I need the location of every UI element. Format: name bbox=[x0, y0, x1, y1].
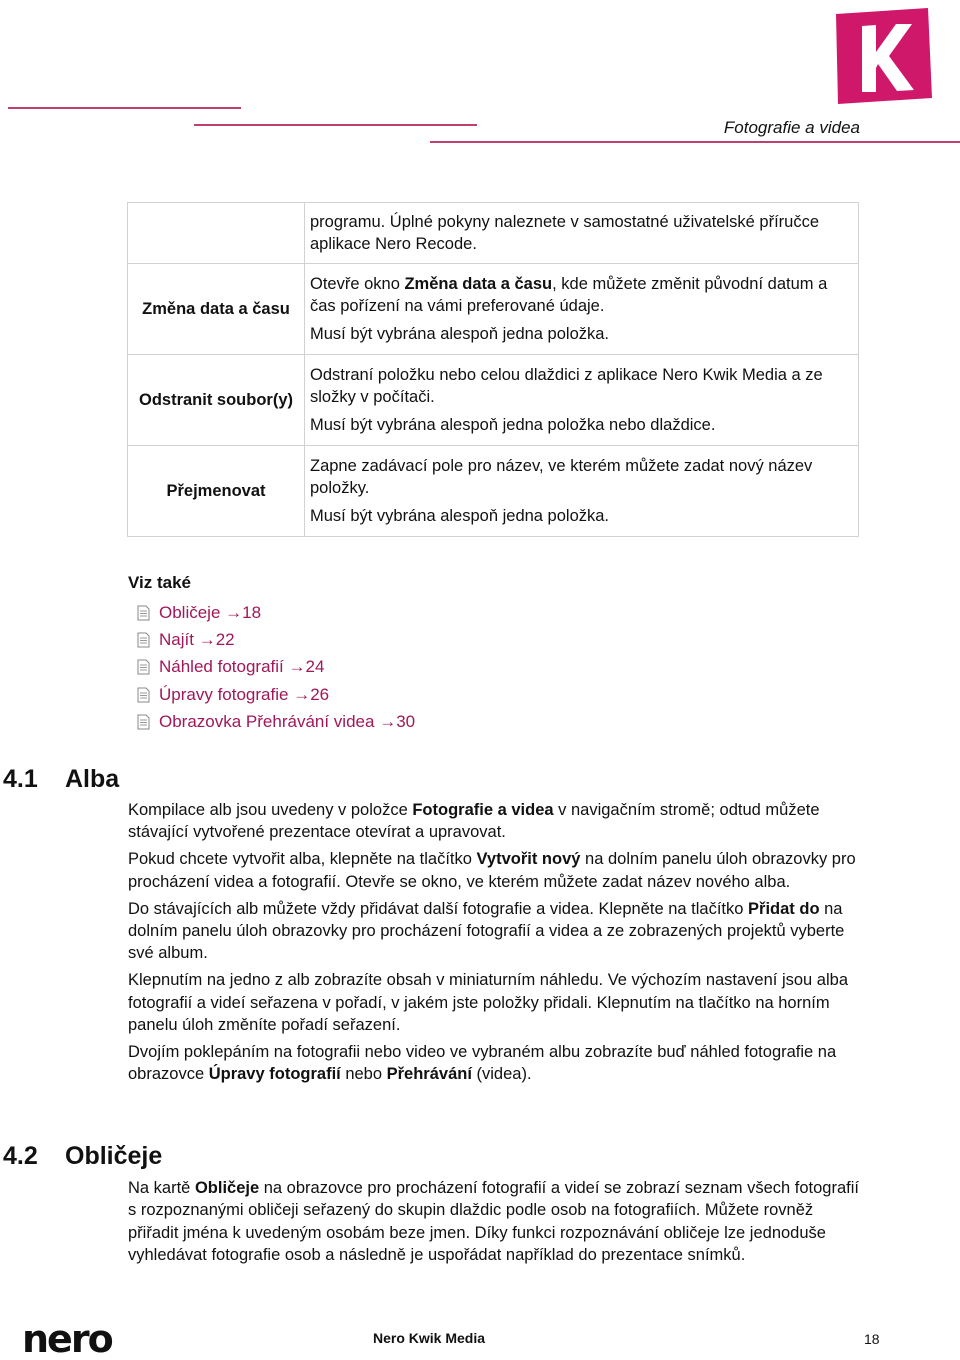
footer-product: Nero Kwik Media bbox=[373, 1330, 486, 1346]
paragraph: Kompilace alb jsou uvedeny v položce Fotografie a videa v navigačním stromě; odtud můžete stávající vytvořené prezentace otevírat a upravovat. bbox=[128, 801, 820, 842]
table-row bbox=[128, 203, 859, 264]
command-table bbox=[127, 202, 859, 537]
see-also-link[interactable]: Najít → 22 bbox=[128, 626, 415, 653]
table-row bbox=[128, 355, 859, 446]
header-title: Fotografie a videa bbox=[723, 118, 860, 137]
description-text: Otevře okno Změna data a času, kde můžete změnit původní datum a čas pořízení na vámi preferované údaje. bbox=[310, 275, 828, 315]
table-row bbox=[128, 264, 859, 355]
paragraph: Dvojím poklepáním na fotografii nebo video ve vybraném albu zobrazíte buď náhled fotografie na obrazovce Úpravy fotografií nebo Přehrávání (videa). bbox=[128, 1043, 837, 1084]
requirement-text: Musí být vybrána alespoň jedna položka. bbox=[310, 507, 610, 525]
see-also-link[interactable]: Obrazovka Přehrávání videa → 30 bbox=[128, 708, 415, 735]
requirement-text: Musí být vybrána alespoň jedna položka. bbox=[310, 325, 610, 343]
see-also-link[interactable]: Úpravy fotografie → 26 bbox=[128, 681, 415, 708]
header-rule-2 bbox=[194, 124, 477, 126]
command-description bbox=[305, 264, 859, 355]
command-label: Přejmenovat bbox=[128, 446, 305, 537]
see-also bbox=[128, 573, 415, 735]
document-icon bbox=[137, 714, 150, 730]
description-text: Odstraní položku nebo celou dlaždici z aplikace Nero Kwik Media a ze složky v počítači. bbox=[310, 366, 823, 406]
table-row bbox=[128, 446, 859, 537]
description-text: Zapne zadávací pole pro název, ve kterém můžete zadat nový název položky. bbox=[310, 457, 813, 497]
command-label bbox=[128, 203, 305, 264]
see-also-title: Viz také bbox=[128, 573, 192, 592]
see-also-link[interactable]: Obličeje → 18 bbox=[128, 599, 415, 626]
document-icon bbox=[137, 632, 150, 648]
section-body-4-1 bbox=[128, 799, 868, 1090]
header-rule-3 bbox=[430, 141, 960, 143]
command-label: Odstranit soubor(y) bbox=[128, 355, 305, 446]
paragraph: Do stávajících alb můžete vždy přidávat další fotografie a videa. Klepněte na tlačítko Přidat do na dolním panelu úloh obrazovky pro procházení fotografií a videa a ze zobrazených projektů vyberte své album. bbox=[128, 899, 845, 963]
kwik-logo-icon bbox=[832, 6, 934, 106]
header-rule-1 bbox=[8, 107, 241, 109]
requirement-text: Musí být vybrána alespoň jedna položka nebo dlaždice. bbox=[310, 416, 716, 434]
paragraph: Pokud chcete vytvořit alba, klepněte na tlačítko Vytvořit nový na dolním panelu úloh obrazovky pro procházení videa a fotografií. Otevře se okno, ve kterém můžete zadat název nového alba. bbox=[128, 850, 856, 891]
page-number: 18 bbox=[864, 1331, 880, 1347]
see-also-link[interactable]: Náhled fotografií → 24 bbox=[128, 654, 415, 681]
paragraph: Na kartě Obličeje na obrazovce pro procházení fotografií a videí se zobrazí seznam všech fotografií s rozpoznanými obličeji seřazený do skupin dlaždic podle osob na fotografiích. Můžete rovněž přiřadit jména k uvedeným osobám beze jmen. Díky funkci rozpoznávání obličeje lze jednoduše vyhledávat fotografie osob a následně je uspořádat například do prezentace snímků. bbox=[128, 1179, 859, 1265]
document-icon bbox=[137, 687, 150, 703]
command-description bbox=[305, 446, 859, 537]
document-icon bbox=[137, 605, 150, 621]
section-heading-4-2: 4.2 Obličeje bbox=[3, 1142, 163, 1170]
section-body-4-2 bbox=[128, 1177, 868, 1271]
command-description bbox=[305, 203, 859, 264]
section-heading-4-1: 4.1 Alba bbox=[3, 765, 120, 793]
nero-logo-icon bbox=[22, 1322, 134, 1358]
svg-text:nero: nero bbox=[22, 1322, 112, 1358]
document-icon bbox=[137, 659, 150, 675]
command-description bbox=[305, 355, 859, 446]
description-text: programu. Úplné pokyny naleznete v samostatné uživatelské příručce aplikace Nero Recode. bbox=[310, 213, 820, 253]
paragraph: Klepnutím na jedno z alb zobrazíte obsah v miniaturním náhledu. Ve výchozím nastavení jsou alba fotografií a videí seřazena v pořadí, v jakém jste položky přidali. Klepnutím na tlačítko na horním panelu úloh změníte pořadí seřazení. bbox=[128, 971, 849, 1035]
command-label: Změna data a času bbox=[128, 264, 305, 355]
